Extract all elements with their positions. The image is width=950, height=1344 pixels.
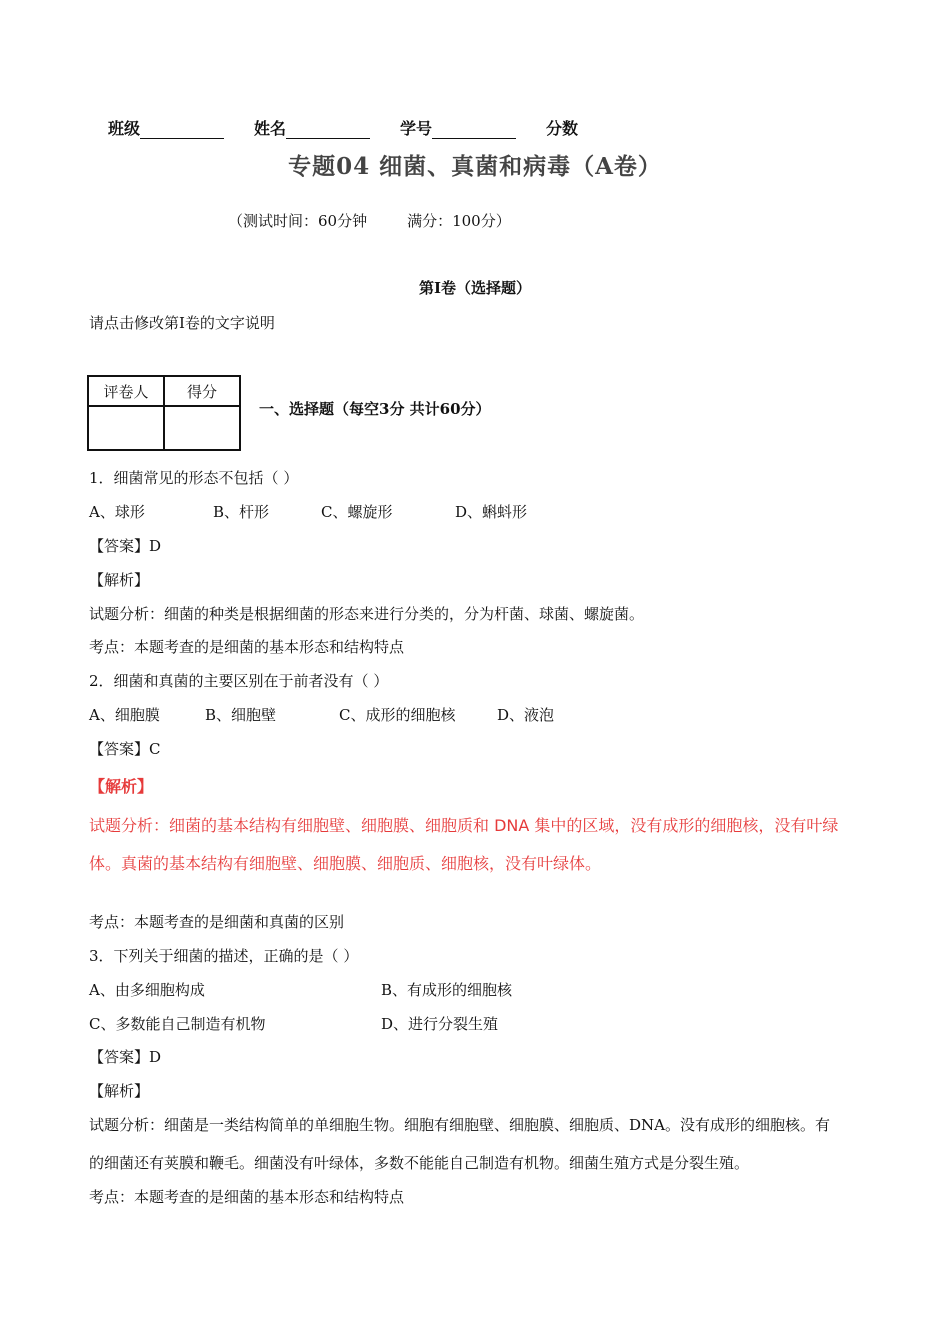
- grader-cell[interactable]: [88, 406, 164, 450]
- q2-stem: 2．细菌和真菌的主要区别在于前者没有（ ）: [89, 672, 389, 690]
- q2-option-b: B、细胞壁: [205, 706, 277, 724]
- test-time: （测试时间：60分钟: [228, 212, 368, 230]
- q1-analysis: 试题分析：细菌的种类是根据细菌的形态来进行分类的，分为杆菌、球菌、螺旋菌。: [89, 605, 645, 623]
- q2-point: 考点：本题考查的是细菌和真菌的区别: [89, 913, 345, 931]
- q1-option-c: C、螺旋形: [321, 503, 393, 521]
- q3-option-a: A、由多细胞构成: [89, 981, 205, 999]
- score-label: 分数: [546, 119, 579, 138]
- name-blank[interactable]: [286, 122, 370, 139]
- q3-analysis-line1: 试题分析：细菌是一类结构简单的单细胞生物。细胞有细胞壁、细胞膜、细胞质、DNA。没有成形的细胞核。有: [89, 1116, 830, 1134]
- q1-point: 考点：本题考查的是细菌的基本形态和结构特点: [89, 638, 405, 656]
- section-note[interactable]: 请点击修改第I卷的文字说明: [89, 314, 275, 332]
- q2-analysis-label: 【解析】: [89, 777, 154, 796]
- q3-answer: 【答案】D: [89, 1048, 162, 1066]
- q1-answer: 【答案】D: [89, 537, 162, 555]
- q3-point: 考点：本题考查的是细菌的基本形态和结构特点: [89, 1188, 405, 1206]
- q3-analysis-label: 【解析】: [89, 1082, 150, 1100]
- q1-stem: 1．细菌常见的形态不包括（ ）: [89, 469, 299, 487]
- q2-answer: 【答案】C: [89, 740, 161, 758]
- page-title: 专题04 细菌、真菌和病毒（A卷）: [288, 153, 662, 180]
- q2-option-d: D、液泡: [497, 706, 555, 724]
- q1-options: [89, 501, 527, 522]
- q3-option-d: D、进行分裂生殖: [381, 1015, 499, 1033]
- q3-analysis-line2: 的细菌还有荚膜和鞭毛。细菌没有叶绿体，多数不能能自己制造有机物。细菌生殖方式是分裂生殖。: [89, 1154, 750, 1172]
- q3-option-b: B、有成形的细胞核: [381, 981, 513, 999]
- student-info-line: [108, 116, 578, 139]
- score-header: 得分: [164, 376, 240, 406]
- section-heading: 第I卷（选择题）: [418, 279, 532, 297]
- q2-option-a: A、细胞膜: [89, 706, 160, 724]
- q3-stem: 3．下列关于细菌的描述，正确的是（ ）: [89, 947, 359, 965]
- q2-option-c: C、成形的细胞核: [339, 706, 456, 724]
- full-score: 满分：100分）: [407, 212, 511, 230]
- q2-analysis-line1: 试题分析：细菌的基本结构有细胞壁、细胞膜、细胞质和 DNA 集中的区域，没有成形的细胞核，没有叶绿: [89, 816, 839, 835]
- part-title: 一、选择题（每空3分 共计60分）: [259, 400, 491, 418]
- q3-options-row2: [89, 1013, 498, 1034]
- id-label: 学号: [400, 119, 433, 138]
- q3-option-c: C、多数能自己制造有机物: [89, 1015, 266, 1033]
- q1-option-b: B、杆形: [213, 503, 270, 521]
- class-blank[interactable]: [140, 122, 224, 139]
- score-cell[interactable]: [164, 406, 240, 450]
- q2-analysis-line2: 体。真菌的基本结构有细胞壁、细胞膜、细胞质、细胞核，没有叶绿体。: [89, 854, 602, 873]
- q1-option-d: D、蝌蚪形: [455, 503, 528, 521]
- class-label: 班级: [108, 119, 141, 138]
- id-blank[interactable]: [432, 122, 516, 139]
- grader-score-table: [87, 375, 241, 451]
- q3-options-row1: [89, 979, 512, 1000]
- test-info: [228, 210, 511, 231]
- grader-header: 评卷人: [88, 376, 164, 406]
- q1-option-a: A、球形: [89, 503, 145, 521]
- q1-analysis-label: 【解析】: [89, 571, 150, 589]
- q2-options: [89, 704, 554, 725]
- name-label: 姓名: [254, 119, 287, 138]
